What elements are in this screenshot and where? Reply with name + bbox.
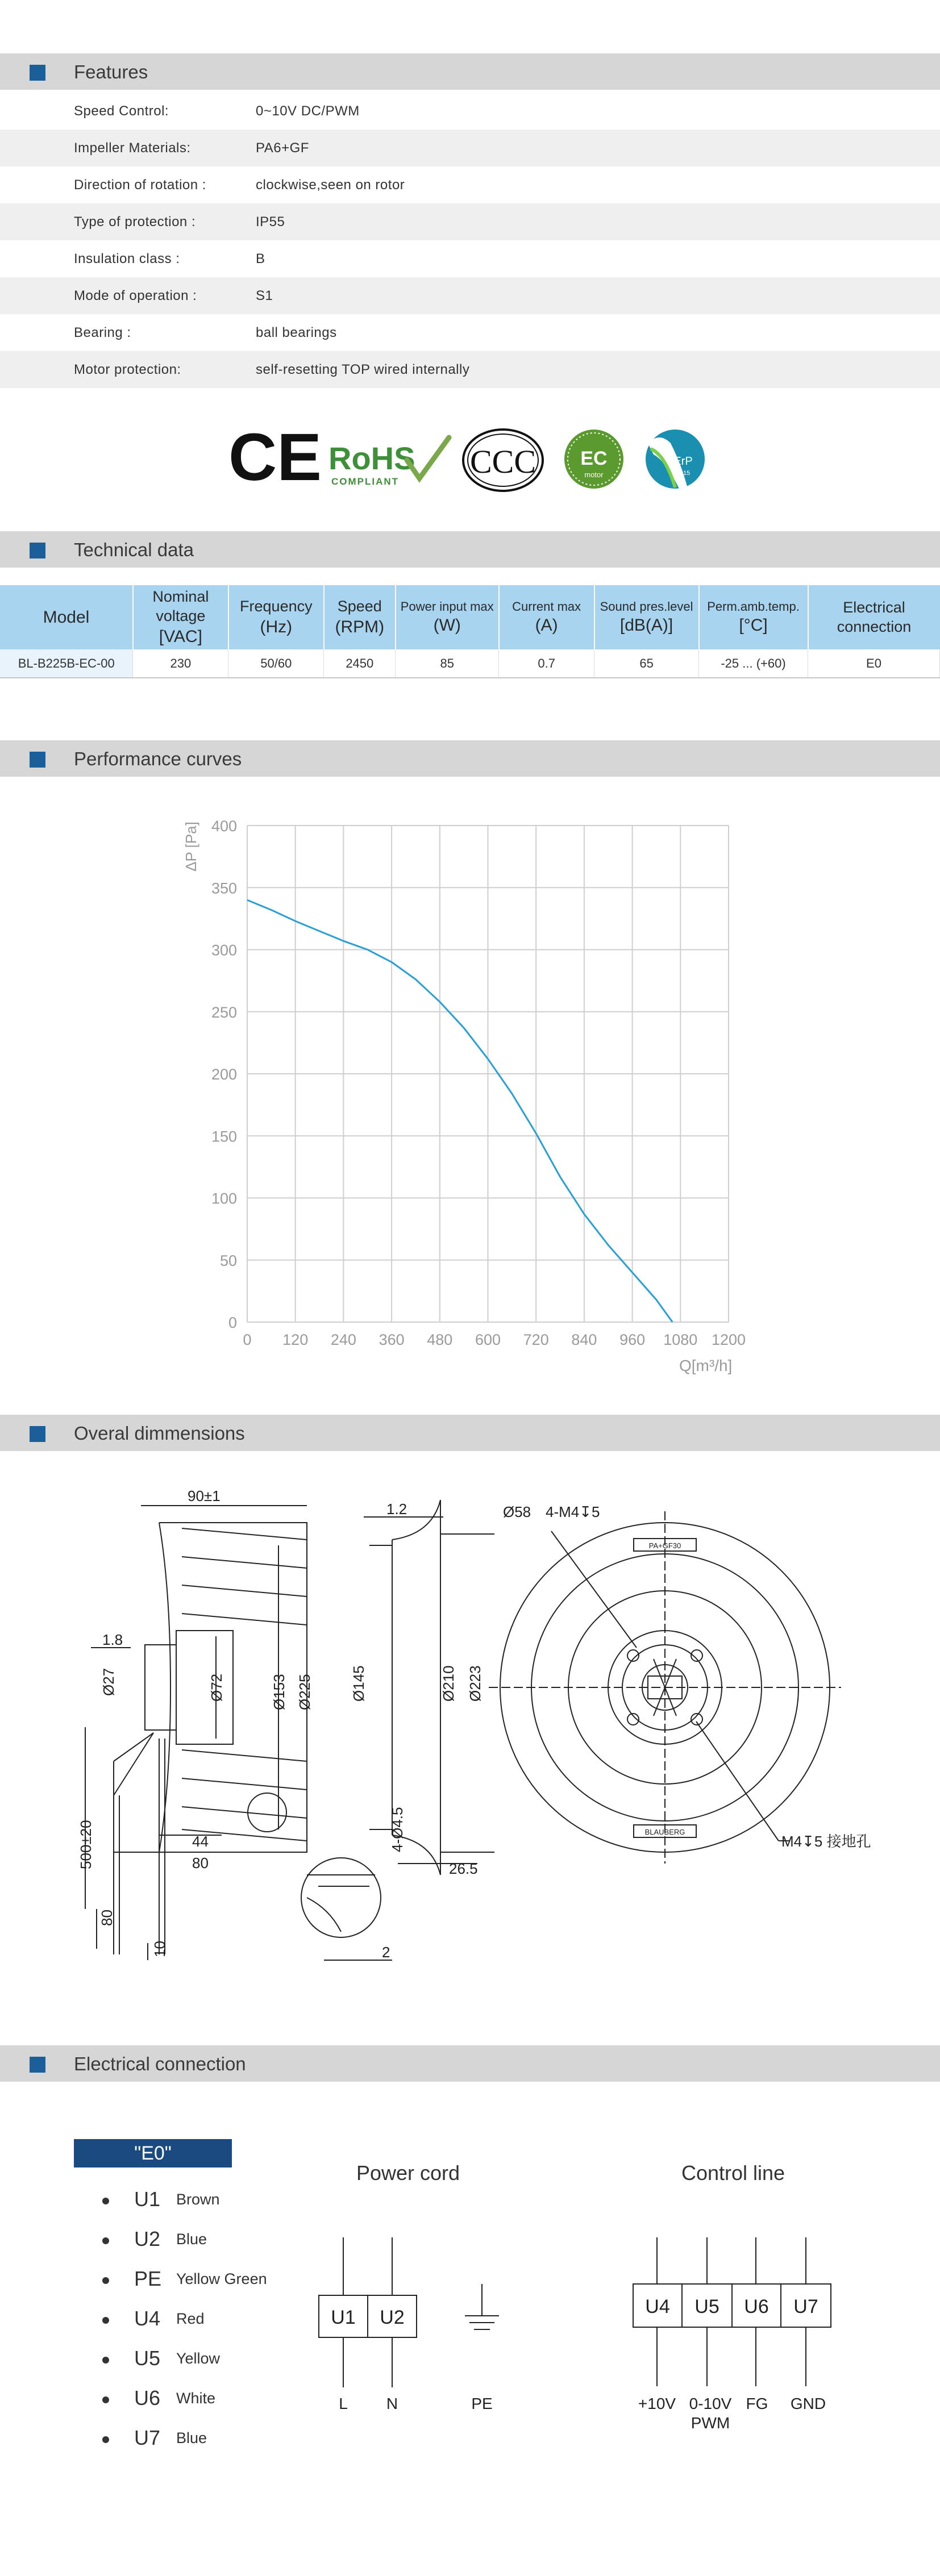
- dim-label: 26.5: [449, 1860, 478, 1877]
- x-tick-label: 120: [282, 1331, 309, 1348]
- terminal-U1: [319, 2295, 368, 2337]
- svg-text:U4: U4: [645, 2296, 670, 2317]
- dim-label: 10: [151, 1941, 168, 1957]
- feature-row: [0, 203, 940, 240]
- y-tick-label: 50: [219, 1252, 237, 1269]
- y-tick-label: 350: [211, 879, 237, 897]
- technical-section-header: [0, 531, 940, 568]
- control-line-title: Control line: [681, 2161, 785, 2185]
- feature-label: Mode of operation :: [74, 288, 197, 303]
- svg-text:EC: EC: [580, 448, 608, 469]
- svg-text:U7: U7: [793, 2296, 818, 2317]
- terminal-label: PWM: [691, 2414, 730, 2432]
- table-header-row: [0, 585, 940, 649]
- section-marker-icon: [30, 1426, 45, 1442]
- ce-mark-icon: [228, 420, 322, 495]
- wire-color: Brown: [176, 2191, 220, 2208]
- feature-value: self-resetting TOP wired internally: [256, 362, 470, 377]
- feature-label: Motor protection:: [74, 362, 181, 377]
- wire-code: PE: [134, 2267, 162, 2290]
- wire-code: U4: [134, 2307, 161, 2330]
- section-marker-icon: [30, 752, 45, 768]
- x-tick-label: 480: [427, 1331, 453, 1348]
- erp-2015-icon: [646, 430, 705, 489]
- front-view-drawing: [489, 1511, 841, 1864]
- svg-text:CCC: CCC: [469, 443, 536, 480]
- side-view-drawing: [85, 1506, 392, 1960]
- column-header-voltage: Nominal voltage [VAC]: [133, 585, 228, 649]
- svg-text:U6: U6: [744, 2296, 769, 2317]
- svg-text:RoHS: RoHS: [328, 440, 415, 476]
- dim-label: 1.2: [386, 1500, 407, 1518]
- dim-label: Ø223: [467, 1665, 484, 1702]
- feature-row: [0, 166, 940, 203]
- wire-code: U6: [134, 2386, 161, 2410]
- chart-series: [247, 900, 672, 1322]
- cell-current: 0.7: [499, 649, 594, 678]
- section-marker-icon: [30, 2057, 45, 2073]
- impeller-label: PA+GF30: [648, 1541, 681, 1550]
- connection-type-badge: "E0": [74, 2139, 232, 2167]
- inlet-ring-labels: [350, 1500, 484, 1877]
- cell-sound: 65: [594, 649, 699, 678]
- x-tick-label: 960: [619, 1331, 646, 1348]
- side-view-labels: [77, 1487, 390, 1961]
- x-tick-label: 840: [571, 1331, 597, 1348]
- dim-label: Ø72: [208, 1673, 225, 1702]
- terminal-U4: [633, 2284, 682, 2327]
- column-header-sound: Sound pres.level [dB(A)]: [594, 585, 699, 649]
- section-title: Electrical connection: [74, 2053, 246, 2074]
- cell-temperature: -25 ... (+60): [699, 649, 808, 678]
- column-header-speed: Speed (RPM): [324, 585, 396, 649]
- wire-code: U2: [134, 2227, 161, 2250]
- wire-color: Yellow: [176, 2350, 221, 2367]
- dim-label: 80: [192, 1854, 209, 1871]
- svg-text:CE: CE: [228, 420, 322, 495]
- wire-code: U1: [134, 2187, 161, 2211]
- x-tick-label: 240: [330, 1331, 356, 1348]
- terminal-U5: [682, 2284, 732, 2327]
- dim-label: 4-Ø4.5: [389, 1807, 406, 1852]
- feature-value: PA6+GF: [256, 140, 309, 156]
- dimensions-section-header: [0, 1415, 940, 1451]
- y-tick-label: 0: [228, 1314, 237, 1331]
- cell-model: BL-B225B-EC-00: [0, 649, 133, 678]
- terminal-label: PE: [471, 2395, 493, 2412]
- dim-label: Ø210: [440, 1665, 457, 1702]
- feature-value: B: [256, 251, 265, 266]
- x-tick-label: 720: [523, 1331, 549, 1348]
- y-tick-label: 150: [211, 1128, 237, 1145]
- feature-row: [0, 240, 940, 277]
- dim-label: Ø225: [296, 1674, 313, 1710]
- feature-value: IP55: [256, 214, 285, 230]
- feature-value: 0~10V DC/PWM: [256, 103, 360, 119]
- performance-section-header: [0, 740, 940, 777]
- dim-label: M4↧5 接地孔: [781, 1833, 871, 1850]
- dim-label: 1.8: [102, 1631, 123, 1648]
- feature-value: clockwise,seen on rotor: [256, 177, 405, 193]
- y-tick-label: 200: [211, 1066, 237, 1083]
- terminal-label: N: [386, 2395, 398, 2412]
- section-marker-icon: [30, 543, 45, 558]
- wire-color: Blue: [176, 2429, 207, 2446]
- dim-label: 44: [192, 1833, 209, 1850]
- y-axis-label: ΔP [Pa]: [182, 822, 199, 872]
- dim-label: Ø58: [503, 1503, 531, 1520]
- terminal-label: 0-10V: [689, 2395, 732, 2412]
- cell-speed: 2450: [324, 649, 396, 678]
- feature-value: S1: [256, 288, 273, 303]
- x-axis-label: Q[m³/h]: [679, 1357, 733, 1374]
- feature-row: [0, 314, 940, 351]
- section-title: Technical data: [74, 539, 194, 560]
- terminal-U2: [368, 2295, 417, 2337]
- svg-text:U1: U1: [331, 2307, 356, 2328]
- feature-row: [0, 277, 940, 314]
- feature-label: Insulation class :: [74, 251, 180, 266]
- svg-text:ErP: ErP: [673, 455, 693, 468]
- y-tick-label: 300: [211, 941, 237, 959]
- svg-text:U5: U5: [694, 2296, 719, 2317]
- x-tick-label: 600: [475, 1331, 501, 1348]
- column-header-frequency: Frequency (Hz): [228, 585, 324, 649]
- feature-row: [0, 93, 940, 130]
- electrical-section-header: [0, 2045, 940, 2082]
- cell-electrical: E0: [808, 649, 940, 678]
- feature-label: Impeller Materials:: [74, 140, 191, 156]
- svg-text:U2: U2: [380, 2307, 405, 2328]
- column-header-model: Model: [0, 585, 133, 649]
- y-tick-label: 400: [211, 818, 237, 835]
- cell-frequency: 50/60: [228, 649, 324, 678]
- wire-color: Red: [176, 2310, 205, 2327]
- svg-text:motor: motor: [584, 470, 604, 479]
- feature-label: Direction of rotation :: [74, 177, 206, 193]
- technical-data-table: [0, 585, 940, 678]
- section-title: Features: [74, 61, 148, 82]
- column-header-power: Power input max (W): [396, 585, 499, 649]
- y-tick-label: 250: [211, 1003, 237, 1021]
- feature-value: ball bearings: [256, 325, 337, 340]
- terminal-label: L: [339, 2395, 348, 2412]
- section-title: Performance curves: [74, 748, 242, 769]
- column-header-electrical: Electrical connection: [808, 585, 940, 649]
- wire-color: White: [176, 2390, 216, 2407]
- dim-label: 90±1: [188, 1487, 221, 1504]
- terminal-label: FG: [746, 2395, 768, 2412]
- dim-label: 80: [98, 1910, 115, 1926]
- cell-power: 85: [396, 649, 499, 678]
- power-cord-title: Power cord: [356, 2161, 460, 2185]
- wire-color: Yellow Green: [176, 2270, 267, 2287]
- table-row: [0, 649, 940, 678]
- ec-motor-icon: [564, 430, 623, 489]
- terminal-label: +10V: [638, 2395, 676, 2412]
- feature-row: [0, 130, 940, 166]
- series-line: [247, 900, 672, 1322]
- certification-logos: [0, 420, 940, 500]
- ccc-mark-icon: [463, 430, 543, 491]
- dim-label: Ø153: [271, 1674, 288, 1710]
- column-header-current: Current max (A): [499, 585, 594, 649]
- impeller-label: BLAUBERG: [644, 1828, 685, 1836]
- terminal-label: GND: [790, 2395, 826, 2412]
- rohs-compliant-icon: [328, 437, 449, 487]
- wire-code: U5: [134, 2346, 161, 2370]
- dim-label: 2: [382, 1944, 390, 1961]
- feature-label: Type of protection :: [74, 214, 196, 230]
- cell-voltage: 230: [133, 649, 228, 678]
- x-tick-label: 360: [379, 1331, 405, 1348]
- chart-ticks: [211, 818, 746, 1348]
- wiring-diagram: [0, 2142, 940, 2437]
- wire-color: Blue: [176, 2231, 207, 2248]
- wire-code: U7: [134, 2426, 161, 2449]
- terminal-U6: [732, 2284, 781, 2327]
- column-header-temperature: Perm.amb.temp. [°C]: [699, 585, 808, 649]
- svg-text:COMPLIANT: COMPLIANT: [331, 476, 400, 487]
- dim-label: Ø27: [100, 1668, 117, 1696]
- x-tick-label: 1080: [663, 1331, 698, 1348]
- section-title: Overal dimmensions: [74, 1423, 245, 1444]
- x-tick-label: 1200: [711, 1331, 746, 1348]
- y-tick-label: 100: [211, 1190, 237, 1207]
- section-marker-icon: [30, 65, 45, 81]
- terminal-U7: [781, 2284, 831, 2327]
- dimension-drawing: [0, 1477, 940, 1966]
- x-tick-label: 0: [243, 1331, 252, 1348]
- dim-label: 4-M4↧5: [546, 1503, 600, 1520]
- chart-grid: [247, 826, 729, 1322]
- feature-label: Bearing :: [74, 325, 131, 340]
- performance-chart: [0, 790, 940, 1403]
- dim-label: 500±20: [77, 1820, 94, 1869]
- dim-label: Ø145: [350, 1665, 367, 1702]
- features-section-header: [0, 53, 940, 90]
- feature-label: Speed Control:: [74, 103, 169, 119]
- svg-text:2015: 2015: [676, 470, 691, 477]
- feature-row: [0, 351, 940, 388]
